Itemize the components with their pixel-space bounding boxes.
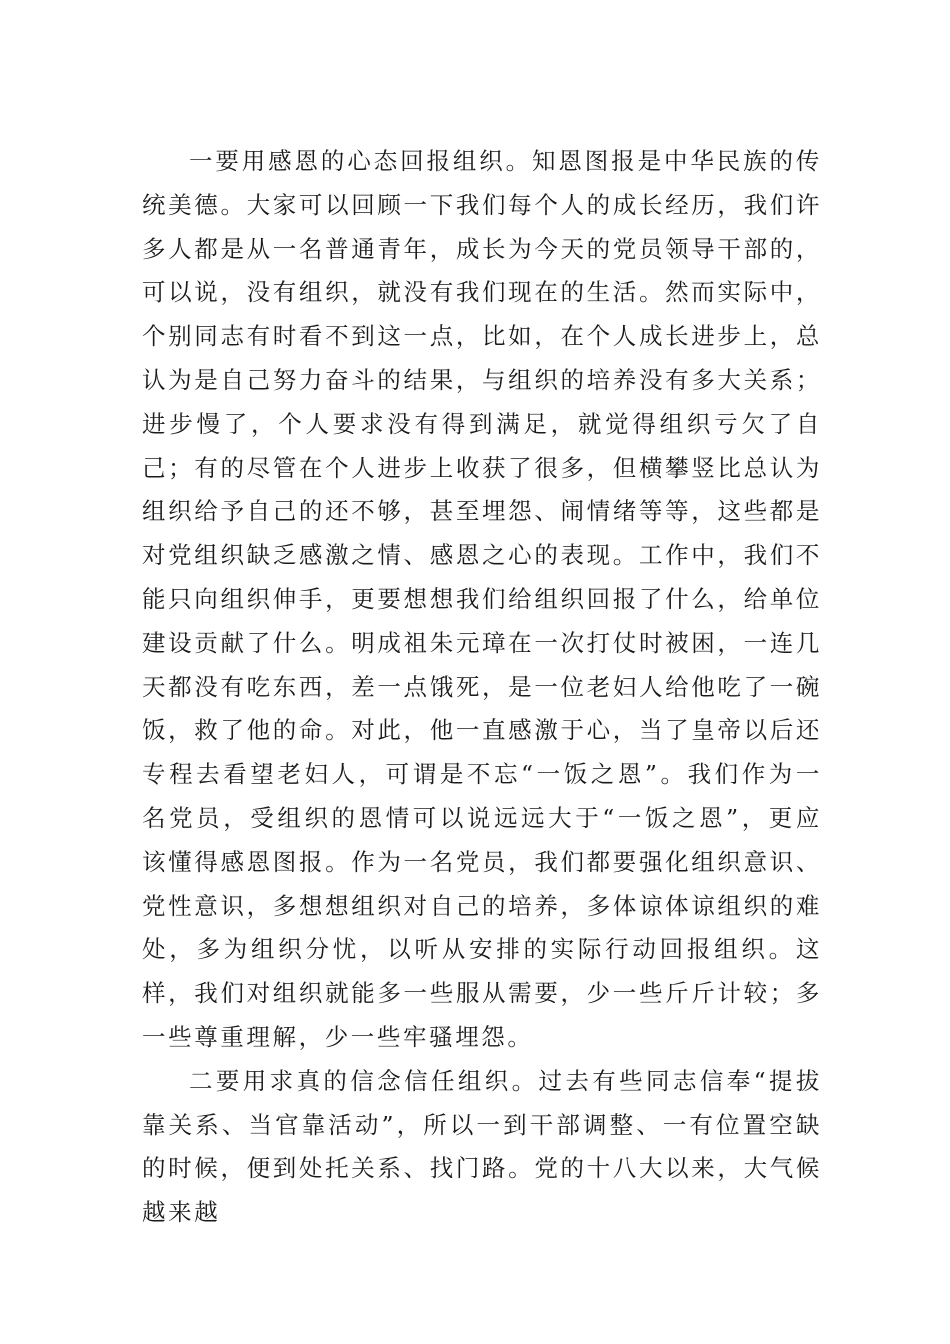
paragraph-gratitude: 一要用感恩的心态回报组织。知恩图报是中华民族的传统美德。大家可以回顾一下我们每个人的成长经历，我们许多人都是从一名普通青年，成长为今天的党员领导干部的，可以说，没有组织，就没有我们现在的生活。然而实际中，个别同志有时看不到这一点，比如，在个人成长进步上，总认为是自己努力奋斗的结果，与组织的培养没有多大关系；进步慢了，个人要求没有得到满足，就觉得组织亏欠了自己；有的尽管在个人进步上收获了很多，但横攀竖比总认为组织给予自己的还不够，甚至埋怨、闹情绪等等，这些都是对党组织缺乏感激之情、感恩之心的表现。工作中，我们不能只向组织伸手，更要想想我们给组织回报了什么，给单位建设贡献了什么。明成祖朱元璋在一次打仗时被困，一连几天都没有吃东西，差一点饿死，是一位老妇人给他吃了一碗饭，救了他的命。对此，他一直感激于心，当了皇帝以后还专程去看望老妇人，可谓是不忘“一饭之恩”。我们作为一名党员，受组织的恩情可以说远远大于“一饭之恩”，更应该懂得感恩图报。作为一名党员，我们都要强化组织意识、党性意识，多想想组织对自己的培养，多体谅体谅组织的难处，多为组织分忧，以听从安排的实际行动回报组织。这样，我们对组织就能多一些服从需要，少一些斤斤计较；多一些尊重理解，少一些牢骚埋怨。: [142, 147, 822, 1051]
document-body: [142, 140, 822, 1235]
paragraph-trust: 二要用求真的信念信任组织。过去有些同志信奉“提拔靠关系、当官靠活动”，所以一到干部调整、一有位置空缺的时候，便到处托关系、找门路。党的十八大以来，大气候越来越: [142, 1066, 822, 1227]
